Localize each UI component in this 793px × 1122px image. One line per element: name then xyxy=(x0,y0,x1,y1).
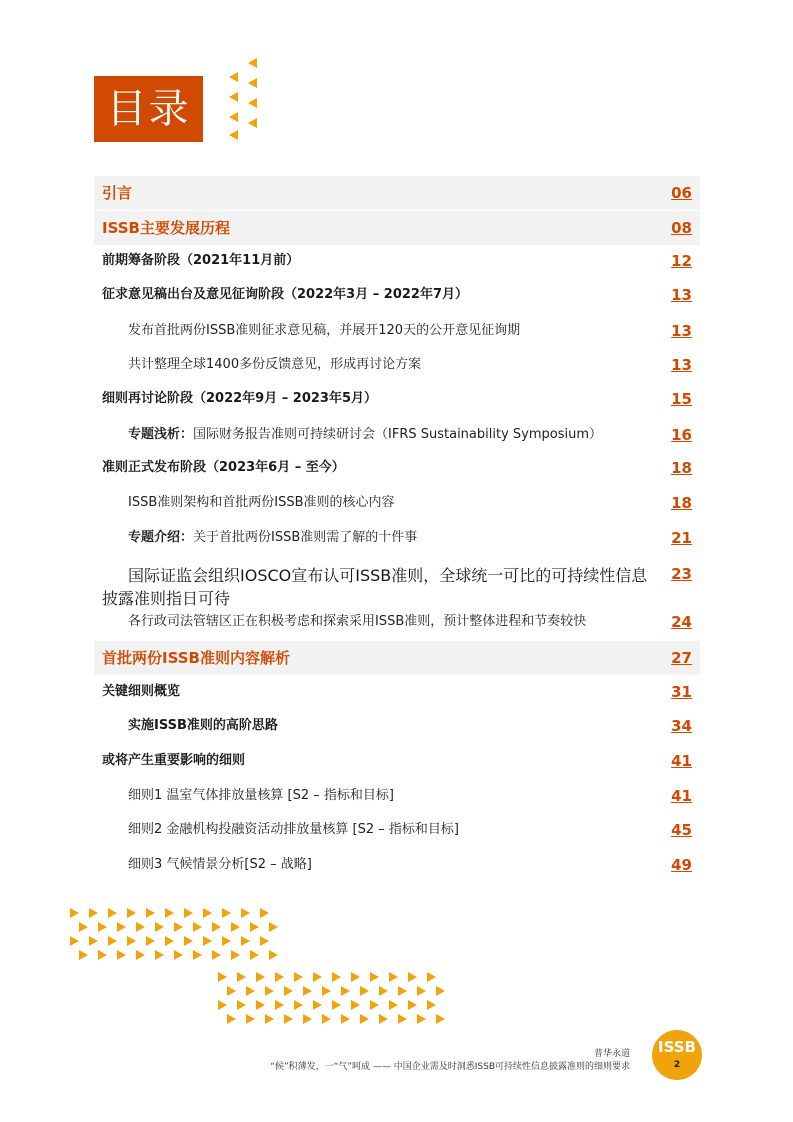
triangle-shape xyxy=(231,922,240,932)
triangle-shape xyxy=(227,986,236,996)
triangle-shape xyxy=(269,922,278,932)
triangle-shape xyxy=(229,112,238,122)
triangle-shape xyxy=(212,950,221,960)
triangle-shape xyxy=(165,908,174,918)
toc-page-link[interactable]: 41 xyxy=(671,752,692,770)
triangle-shape xyxy=(256,1000,265,1010)
triangle-shape xyxy=(389,1000,398,1010)
triangle-shape xyxy=(370,972,379,982)
toc-page-link[interactable]: 18 xyxy=(671,494,692,512)
toc-page-link[interactable]: 27 xyxy=(671,649,692,667)
toc-entry-prefix: 专题介绍： xyxy=(128,530,194,545)
triangle-shape xyxy=(351,1000,360,1010)
triangle-shape xyxy=(389,972,398,982)
triangle-shape xyxy=(248,58,257,68)
triangle-shape xyxy=(332,972,341,982)
triangle-shape xyxy=(237,1000,246,1010)
triangle-shape xyxy=(351,972,360,982)
triangle-shape xyxy=(222,908,231,918)
triangle-shape xyxy=(398,1014,407,1024)
toc-entry-label: 细则3 气候情景分析[S2 – 战略] xyxy=(128,857,312,872)
page-number: 2 xyxy=(673,1060,681,1070)
triangle-shape xyxy=(117,950,126,960)
triangle-shape xyxy=(70,908,79,918)
toc-page-link[interactable]: 21 xyxy=(671,529,692,547)
triangle-shape xyxy=(248,98,257,108)
triangle-shape xyxy=(237,972,246,982)
triangle-shape xyxy=(341,1014,350,1024)
triangle-shape xyxy=(284,1014,293,1024)
toc-entry-label: 或将产生重要影响的细则 xyxy=(102,753,246,768)
triangle-shape xyxy=(218,1000,227,1010)
toc-section[interactable] xyxy=(94,176,700,210)
triangle-shape xyxy=(284,986,293,996)
toc-page-link[interactable]: 13 xyxy=(671,286,692,304)
issb-badge xyxy=(652,1030,702,1080)
triangle-shape xyxy=(248,118,257,128)
triangle-shape xyxy=(275,1000,284,1010)
toc-entry-label xyxy=(128,426,602,444)
toc-entry-label: ISSB准则架构和首批两份ISSB准则的核心内容 xyxy=(128,495,395,510)
triangle-shape xyxy=(222,936,231,946)
triangle-shape xyxy=(341,986,350,996)
toc-entry-label: 共计整理全球1400多份反馈意见，形成再讨论方案 xyxy=(128,357,422,372)
triangle-shape xyxy=(193,950,202,960)
triangle-shape xyxy=(370,1000,379,1010)
triangle-shape xyxy=(322,986,331,996)
triangle-shape xyxy=(269,950,278,960)
toc-entry-label: 细则再讨论阶段（2022年9月 – 2023年5月） xyxy=(102,391,378,406)
triangle-shape xyxy=(250,950,259,960)
toc-entry-label: 引言 xyxy=(102,184,133,202)
triangle-shape xyxy=(127,908,136,918)
triangle-shape xyxy=(398,986,407,996)
toc-page-link[interactable]: 31 xyxy=(671,683,692,701)
toc-page-link[interactable]: 13 xyxy=(671,322,692,340)
toc-page-link[interactable]: 15 xyxy=(671,390,692,408)
toc-entry-label: 细则1 温室气体排放量核算 [S2 – 指标和目标] xyxy=(128,788,394,803)
toc-section[interactable] xyxy=(94,211,700,245)
triangle-shape xyxy=(136,922,145,932)
triangle-shape xyxy=(193,922,202,932)
toc-entry-text: 国际财务报告准则可持续研讨会（IFRS Sustainability Symposium） xyxy=(193,427,603,442)
triangle-shape xyxy=(155,950,164,960)
toc-entry-label: 关键细则概览 xyxy=(102,684,181,699)
toc-page-link[interactable]: 06 xyxy=(671,184,692,202)
triangle-shape xyxy=(360,1014,369,1024)
toc-page-link[interactable]: 24 xyxy=(671,613,692,631)
triangle-shape xyxy=(246,1014,255,1024)
toc-page-link[interactable]: 08 xyxy=(671,219,692,237)
triangle-shape xyxy=(165,936,174,946)
triangle-shape xyxy=(227,1014,236,1024)
triangle-shape xyxy=(89,936,98,946)
triangle-shape xyxy=(265,986,274,996)
triangle-shape xyxy=(203,908,212,918)
triangle-shape xyxy=(408,1000,417,1010)
toc-page-link[interactable]: 49 xyxy=(671,856,692,874)
triangle-shape xyxy=(436,1014,445,1024)
triangle-shape xyxy=(427,1000,436,1010)
toc-entry-text: 关于首批两份ISSB准则需了解的十件事 xyxy=(193,530,418,545)
triangle-shape xyxy=(108,908,117,918)
triangle-shape xyxy=(89,908,98,918)
toc-entry-label: 前期筹备阶段（2021年11月前） xyxy=(102,253,300,268)
page-title: 目录 xyxy=(94,76,203,142)
triangle-shape xyxy=(379,986,388,996)
footer-tagline: “候”积薄发，一“气”呵成 —— 中国企业需及时洞悉ISSB可持续性信息披露准则的细则要求 xyxy=(270,1062,630,1072)
toc-entry-label: 各行政司法管辖区正在积极考虑和探索采用ISSB准则，预计整体进程和节奏较快 xyxy=(128,614,587,629)
triangle-shape xyxy=(146,908,155,918)
triangle-shape xyxy=(322,1014,331,1024)
toc-entry-label: 准则正式发布阶段（2023年6月 – 至今） xyxy=(102,460,345,475)
triangle-shape xyxy=(303,986,312,996)
triangle-shape xyxy=(70,936,79,946)
triangle-shape xyxy=(229,72,238,82)
toc-section[interactable] xyxy=(94,641,700,675)
triangle-shape xyxy=(79,950,88,960)
triangle-shape xyxy=(417,1014,426,1024)
triangle-shape xyxy=(117,922,126,932)
triangle-shape xyxy=(360,986,369,996)
triangle-shape xyxy=(332,1000,341,1010)
toc-entry-label: ISSB主要发展历程 xyxy=(102,219,230,237)
triangle-shape xyxy=(436,986,445,996)
triangle-shape xyxy=(294,1000,303,1010)
triangle-shape xyxy=(260,936,269,946)
triangle-shape xyxy=(313,972,322,982)
triangle-shape xyxy=(98,950,107,960)
toc-entry-label: 细则2 金融机构投融资活动排放量核算 [S2 – 指标和目标] xyxy=(128,822,459,837)
toc-entry-prefix: 专题浅析： xyxy=(128,427,194,442)
triangle-shape xyxy=(241,936,250,946)
triangle-shape xyxy=(427,972,436,982)
triangle-shape xyxy=(241,908,250,918)
triangle-shape xyxy=(379,1014,388,1024)
toc-page-link[interactable]: 13 xyxy=(671,356,692,374)
triangle-shape xyxy=(174,922,183,932)
triangle-shape xyxy=(303,1014,312,1024)
triangle-shape xyxy=(248,78,257,88)
triangle-shape xyxy=(265,1014,274,1024)
triangle-shape xyxy=(231,950,240,960)
toc-entry-label xyxy=(128,529,417,547)
footer-brand: 普华永道 xyxy=(593,1049,630,1059)
toc-entry-label: 国际证监会组织IOSCO宣布认可ISSB准则，全球统一可比的可持续性信息披露准则指日可待 xyxy=(102,566,648,608)
toc-entry-label: 实施ISSB准则的高阶思路 xyxy=(128,718,278,733)
triangle-shape xyxy=(229,92,238,102)
toc-page-link[interactable]: 16 xyxy=(671,426,692,444)
triangle-shape xyxy=(155,922,164,932)
triangle-shape xyxy=(146,936,155,946)
toc-page-link[interactable]: 41 xyxy=(671,787,692,805)
triangle-shape xyxy=(250,922,259,932)
toc-page-link[interactable]: 18 xyxy=(671,459,692,477)
triangle-shape xyxy=(184,936,193,946)
triangle-shape xyxy=(136,950,145,960)
triangle-shape xyxy=(313,1000,322,1010)
triangle-shape xyxy=(246,986,255,996)
toc-page-link[interactable]: 12 xyxy=(671,252,692,270)
triangle-shape xyxy=(260,908,269,918)
triangle-shape xyxy=(108,936,117,946)
triangle-shape xyxy=(229,130,238,140)
triangle-shape xyxy=(184,908,193,918)
triangle-shape xyxy=(417,986,426,996)
triangle-shape xyxy=(294,972,303,982)
toc-entry-label: 征求意见稿出台及意见征询阶段（2022年3月 – 2022年7月） xyxy=(102,287,469,302)
toc-page-link[interactable]: 23 xyxy=(671,565,692,583)
toc-entry-label: 发布首批两份ISSB准则征求意见稿，并展开120天的公开意见征询期 xyxy=(128,323,521,338)
triangle-shape xyxy=(79,922,88,932)
triangle-shape xyxy=(218,972,227,982)
triangle-shape xyxy=(98,922,107,932)
badge-label: ISSB xyxy=(658,1038,696,1056)
triangle-shape xyxy=(127,936,136,946)
triangle-shape xyxy=(212,922,221,932)
triangle-shape xyxy=(203,936,212,946)
triangle-shape xyxy=(408,972,417,982)
toc-page-link[interactable]: 34 xyxy=(671,717,692,735)
triangle-shape xyxy=(256,972,265,982)
triangle-shape xyxy=(174,950,183,960)
toc-page-link[interactable]: 45 xyxy=(671,821,692,839)
toc-entry-label: 首批两份ISSB准则内容解析 xyxy=(102,649,290,667)
triangle-shape xyxy=(275,972,284,982)
